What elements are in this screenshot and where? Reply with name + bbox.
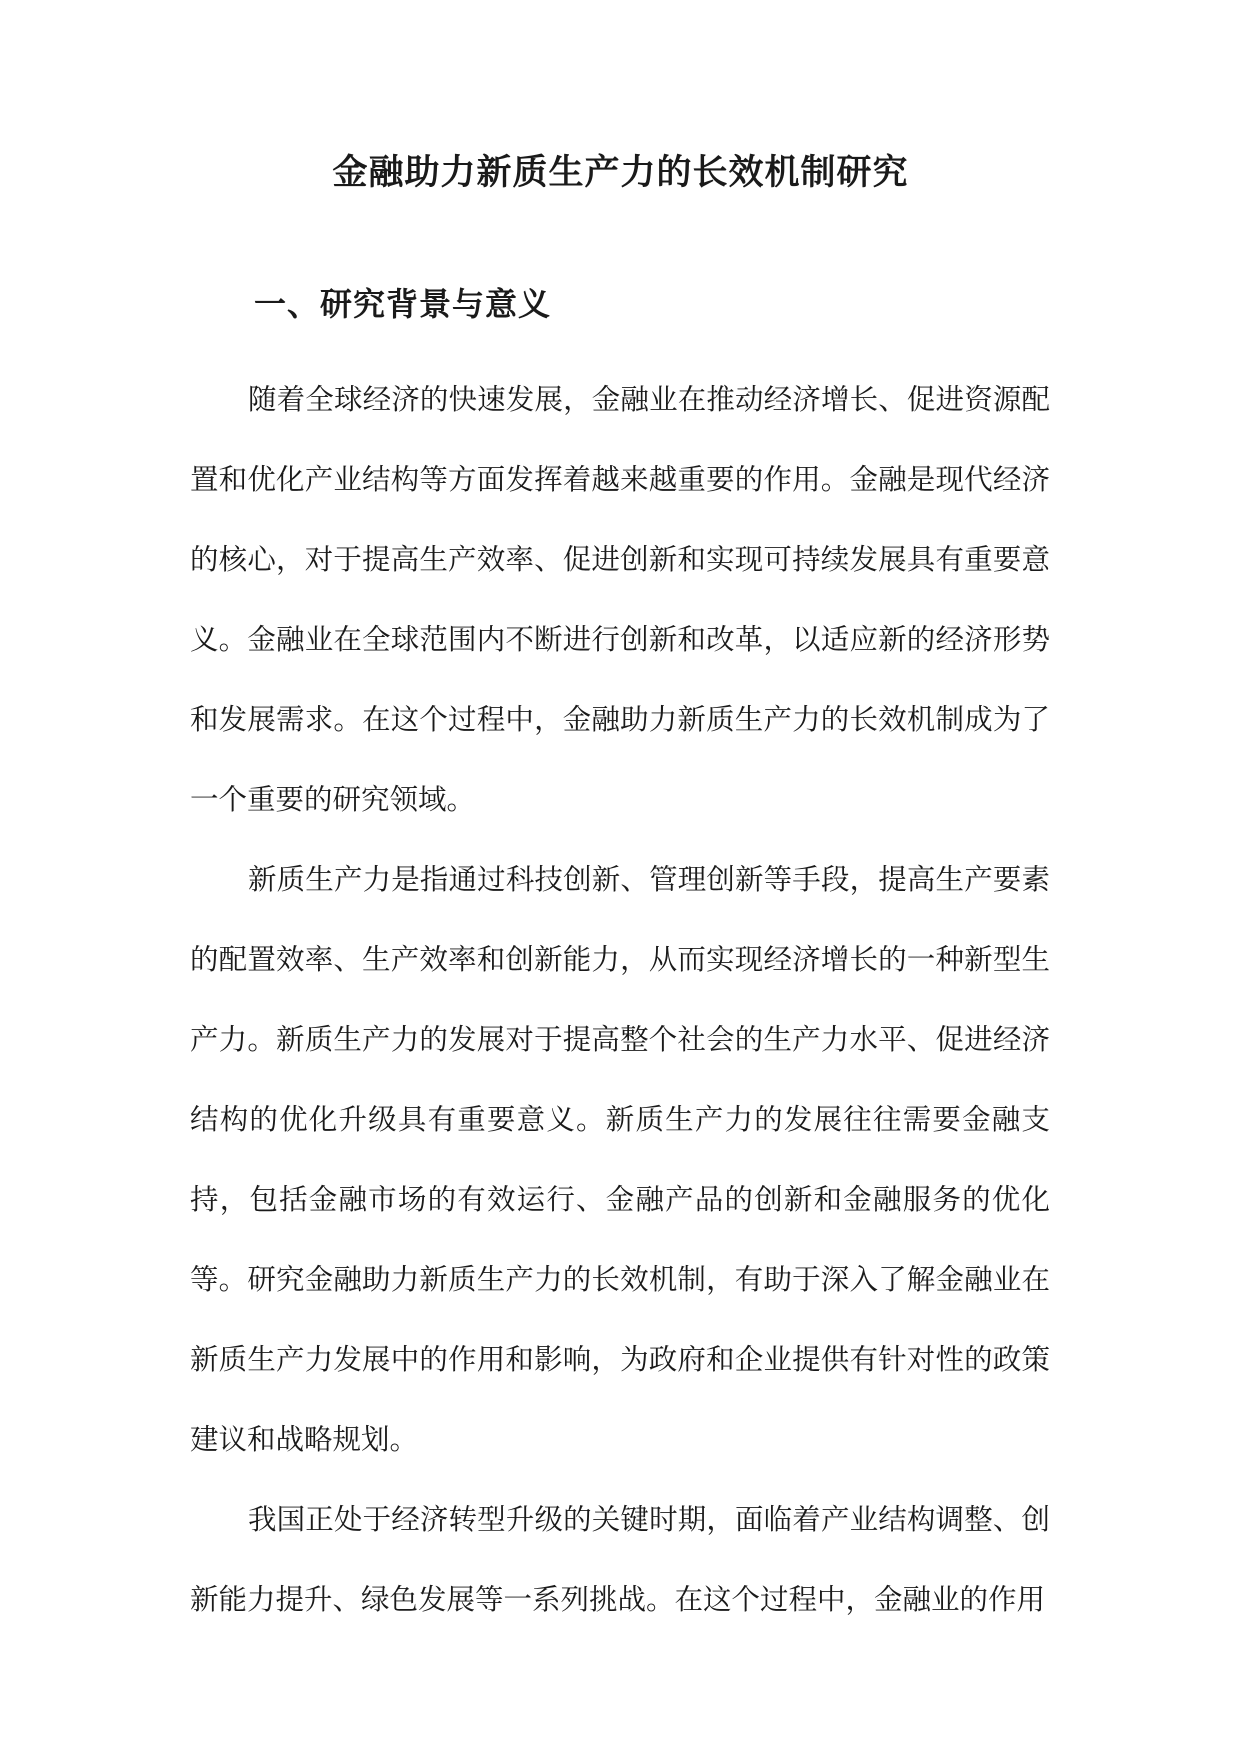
paragraph: 随着全球经济的快速发展，金融业在推动经济增长、促进资源配置和优化产业结构等方面发挥着越来越重要的作用。金融是现代经济的核心，对于提高生产效率、促进创新和实现可持续发展具有重要意义。金融业在全球范围内不断进行创新和改革，以适应新的经济形势和发展需求。在这个过程中，金融助力新质生产力的长效机制成为了一个重要的研究领域。 — [190, 383, 1050, 816]
section-heading: 一、研究背景与意义 — [254, 285, 552, 323]
paragraph: 新质生产力是指通过科技创新、管理创新等手段，提高生产要素的配置效率、生产效率和创新能力，从而实现经济增长的一种新型生产力。新质生产力的发展对于提高整个社会的生产力水平、促进经济结构的优化升级具有重要意义。新质生产力的发展往往需要金融支持，包括金融市场的有效运行、金融产品的创新和金融服务的优化等。研究金融助力新质生产力的长效机制，有助于深入了解金融业在新质生产力发展中的作用和影响，为政府和企业提供有针对性的政策建议和战略规划。 — [190, 863, 1050, 1456]
paragraph: 我国正处于经济转型升级的关键时期，面临着产业结构调整、创新能力提升、绿色发展等一系列挑战。在这个过程中，金融业的作用 — [190, 1503, 1050, 1616]
document-title: 金融助力新质生产力的长效机制研究 — [332, 152, 909, 193]
body-text — [190, 360, 1050, 1640]
